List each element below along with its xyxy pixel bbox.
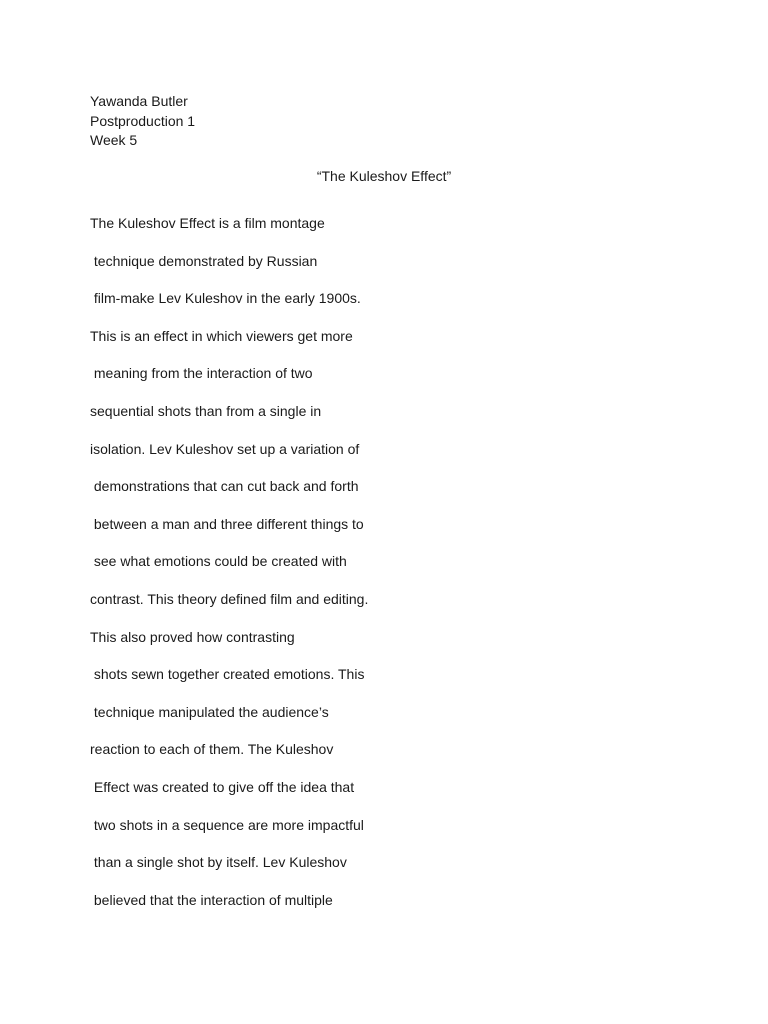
body-line: two shots in a sequence are more impactful [90,816,364,833]
body-line: This is an effect in which viewers get more [90,327,353,344]
document-header [90,92,195,151]
body-line: This also proved how contrasting [90,628,295,645]
body-line: technique demonstrated by Russian [90,252,318,269]
document-title: “The Kuleshov Effect” [316,168,452,184]
body-line: between a man and three different things to [90,515,364,532]
body-line: reaction to each of them. The Kuleshov [90,741,334,758]
author-name: Yawanda Butler [90,93,188,109]
body-line: than a single shot by itself. Lev Kuleshov [90,854,347,871]
body-line: sequential shots than from a single in [90,402,322,419]
body-line: see what emotions could be created with [90,553,347,570]
body-line: The Kuleshov Effect is a film montage [90,215,325,231]
body-line: shots sewn together created emotions. This [90,666,365,683]
body-line: believed that the interaction of multiple [90,891,333,908]
body-line: demonstrations that can cut back and forth [90,478,359,495]
week-label: Week 5 [90,132,138,148]
document-title-row [0,168,768,184]
body-line: isolation. Lev Kuleshov set up a variation of [90,440,360,457]
body-line: film-make Lev Kuleshov in the early 1900s. [90,290,361,307]
body-line: Effect was created to give off the idea that [90,778,355,795]
body-line: contrast. This theory defined film and editing. [90,590,369,607]
course-name: Postproduction 1 [90,112,196,129]
document-body [90,205,368,919]
body-line: meaning from the interaction of two [90,365,313,382]
body-line: technique manipulated the audience’s [90,703,329,720]
